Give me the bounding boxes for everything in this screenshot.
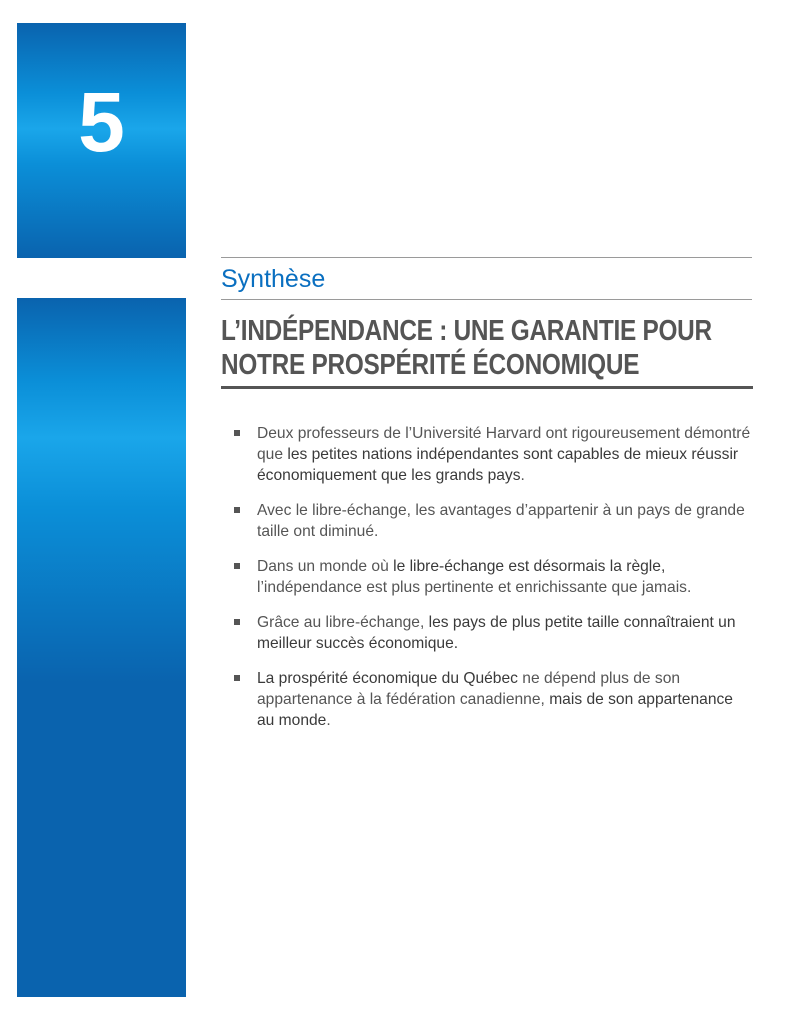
- list-item: [233, 423, 753, 486]
- square-bullet-icon: [234, 563, 240, 569]
- bullet-emphasis: les pays de plus petite taille connaîtraient un meilleur succès économique.: [257, 614, 736, 652]
- section-label: Synthèse: [221, 265, 326, 293]
- title-line-1: L’INDÉPENDANCE : UNE GARANTIE POUR: [221, 315, 712, 347]
- page-title: [221, 314, 712, 382]
- square-bullet-icon: [234, 430, 240, 436]
- bullet-emphasis-2: mais de son appartenance au monde: [257, 691, 733, 729]
- list-item: [233, 556, 753, 598]
- bullet-text: Dans un monde où: [257, 558, 394, 575]
- bullet-text: ne dépend plus de son appartenance à la fédération canadienne,: [257, 670, 681, 708]
- summary-list: [233, 423, 753, 745]
- bullet-text-end: .: [326, 712, 331, 729]
- bullet-text: Avec le libre-échange, les avantages d’appartenir à un pays de grande taille ont diminué.: [257, 502, 745, 540]
- bullet-text: Grâce au libre-échange,: [257, 614, 429, 631]
- title-underline: [221, 386, 753, 389]
- chapter-number: 5: [78, 75, 125, 169]
- list-item: [233, 612, 753, 654]
- top-rule: [221, 257, 752, 258]
- square-bullet-icon: [234, 507, 240, 513]
- bullet-emphasis: le libre-échange est désormais la règle,: [393, 558, 666, 575]
- chapter-band-bottom: [17, 298, 186, 997]
- bullet-text-end: .: [520, 467, 525, 484]
- square-bullet-icon: [234, 675, 240, 681]
- bullet-text-end: l’indépendance est plus pertinente et enrichissante que jamais.: [257, 579, 692, 596]
- bullet-emphasis: les petites nations indépendantes sont capables de mieux réussir économiquement que les grands pays: [257, 446, 739, 484]
- section-rule: [221, 299, 752, 300]
- square-bullet-icon: [234, 619, 240, 625]
- title-line-2: NOTRE PROSPÉRITÉ ÉCONOMIQUE: [221, 349, 640, 381]
- list-item: [233, 668, 753, 731]
- bullet-emphasis: La prospérité économique du Québec: [257, 670, 518, 687]
- list-item: [233, 500, 753, 542]
- bullet-text: Deux professeurs de l’Université Harvard ont rigoureusement démontré que: [257, 425, 751, 463]
